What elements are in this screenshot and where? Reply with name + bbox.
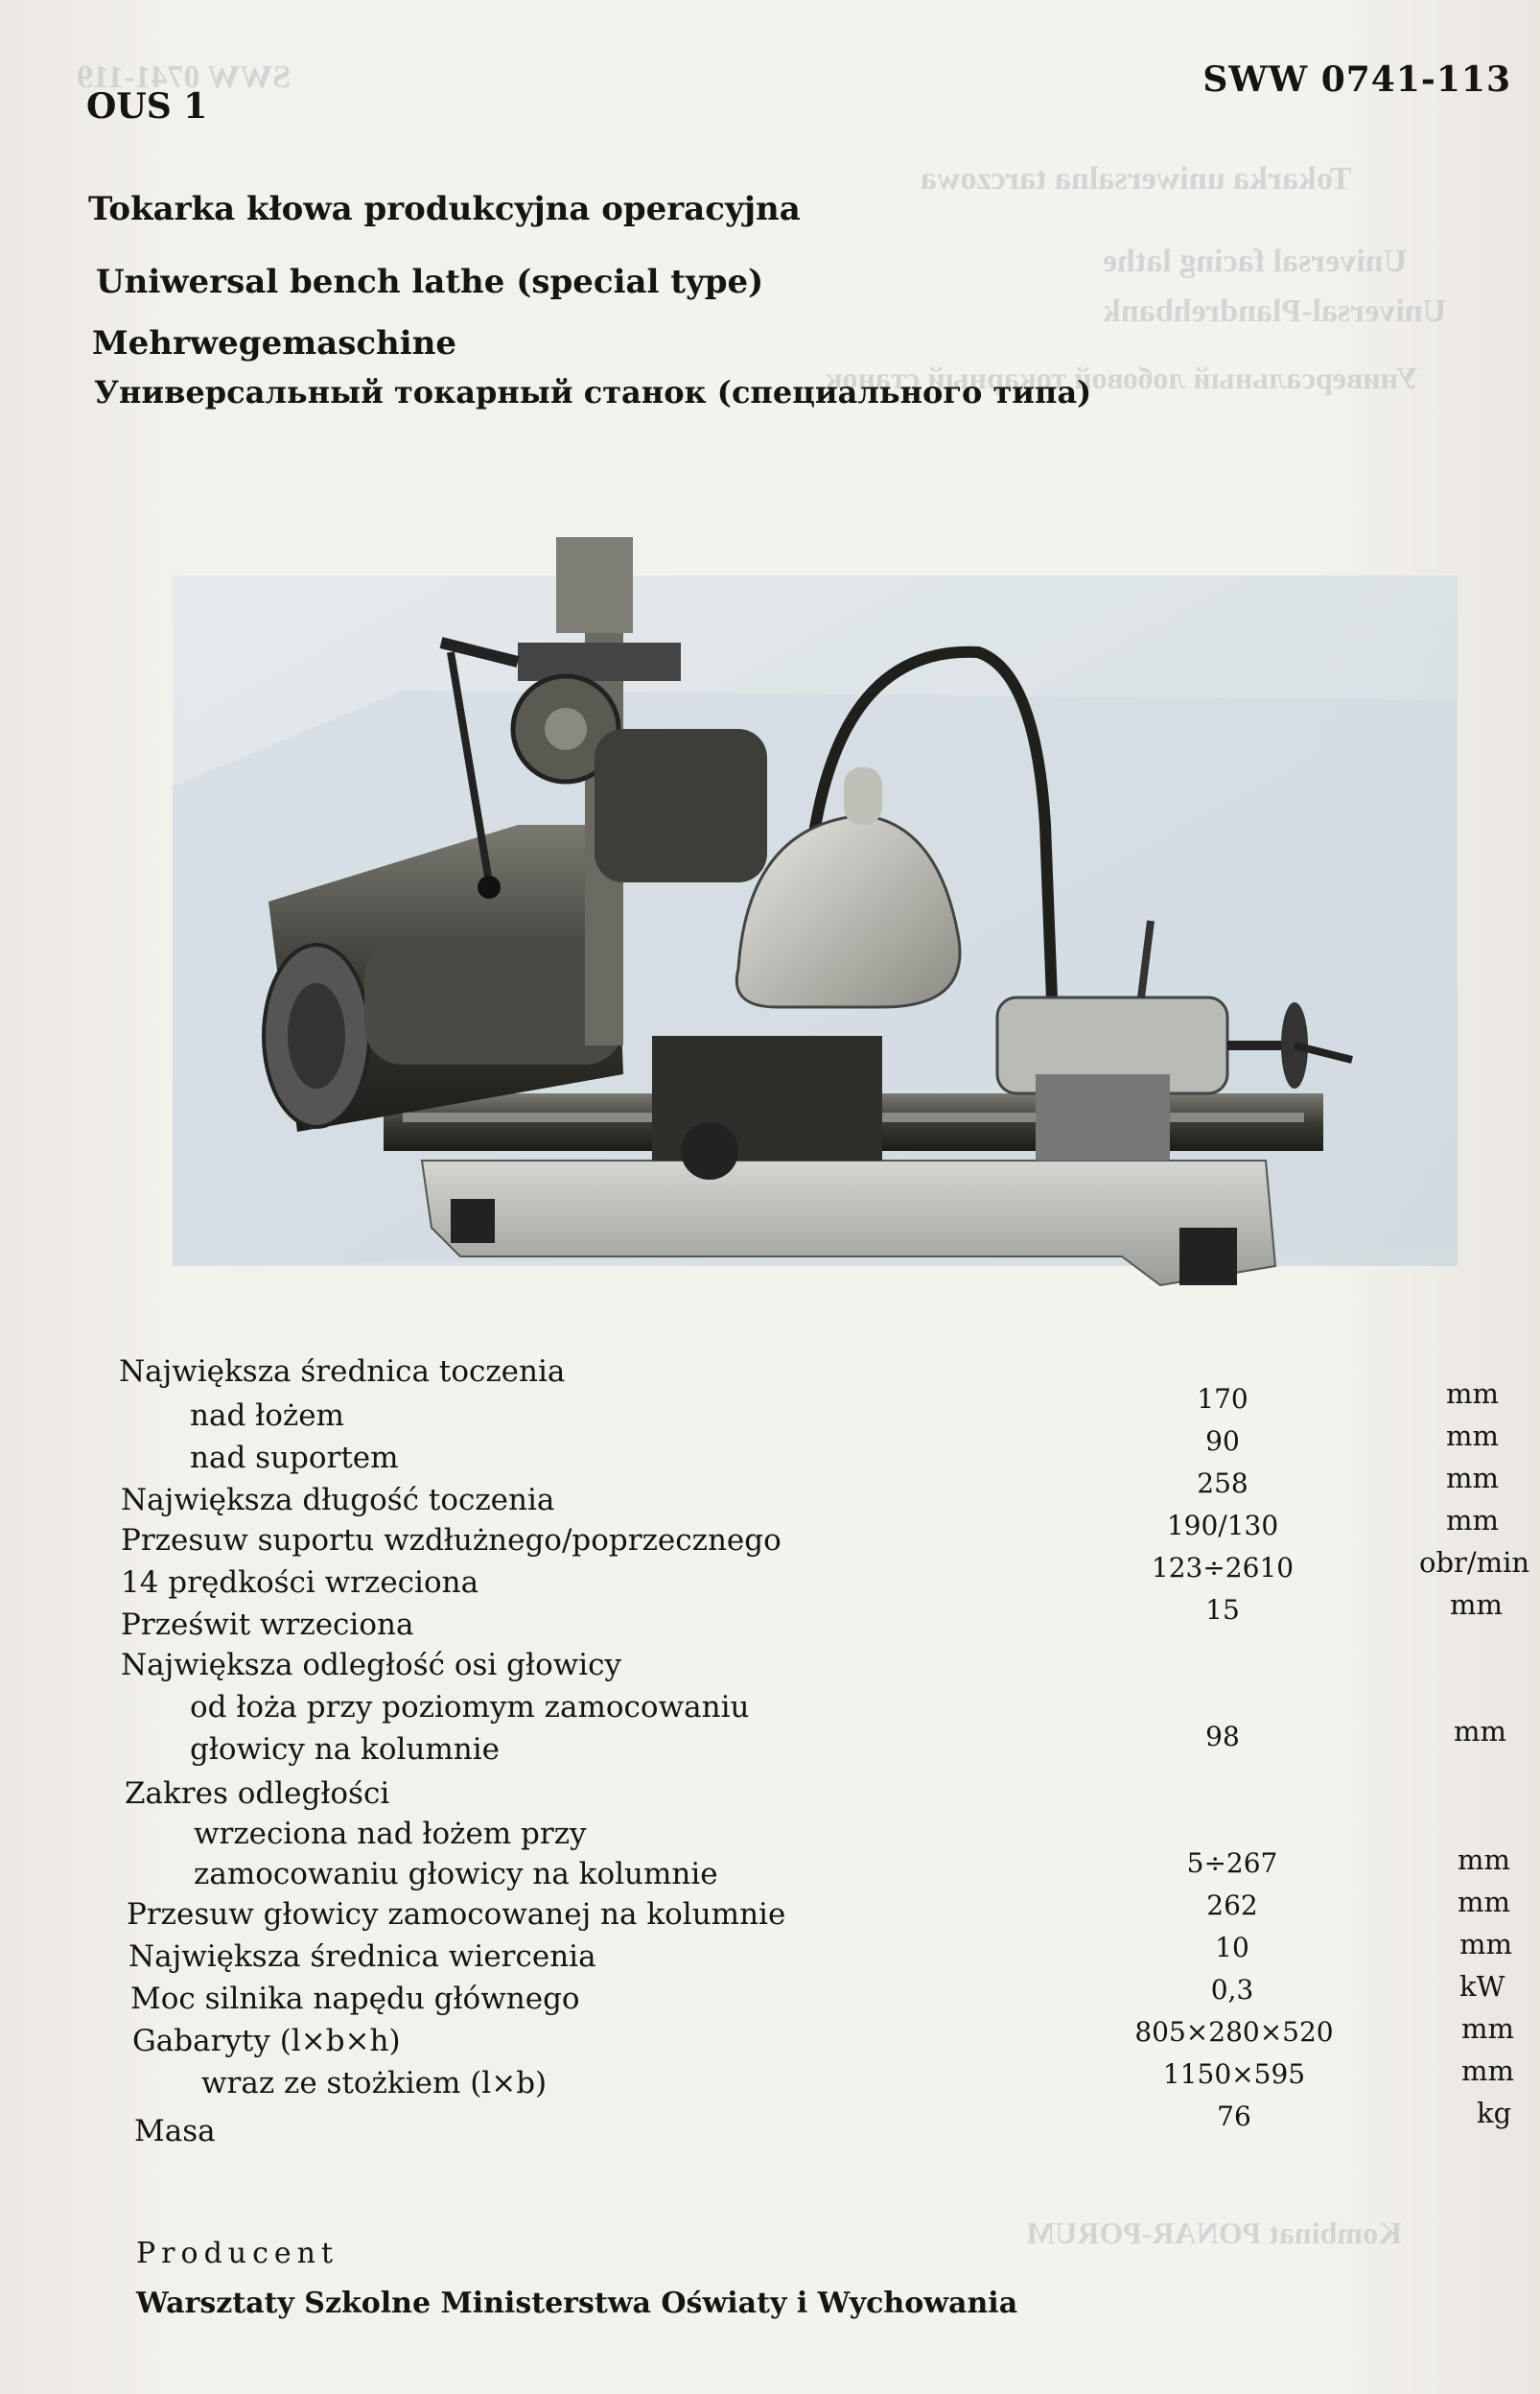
spec-value: 805×280×520 [1134,2016,1334,2048]
spec-value: 10 [1215,1932,1249,1963]
spec-unit: mm [1461,2054,1514,2087]
spec-unit: mm [1446,1420,1499,1452]
spec-label: Prześwit wrzeciona [121,1608,414,1642]
catalog-code: OUS 1 [86,86,208,127]
spec-unit: mm [1446,1504,1499,1537]
spec-value: 0,3 [1210,1974,1254,2006]
spec-label: Największa długość toczenia [121,1483,555,1517]
spec-unit: mm [1461,2012,1514,2045]
spec-label: Moc silnika napędu głównego [130,1982,580,2016]
show-through-line-1: Tokarka uniwersalna tarczowa [921,161,1352,197]
spec-value: 123÷2610 [1151,1552,1295,1584]
spec-label: Zakres odległości [125,1776,390,1811]
spec-label: nad suportem [190,1441,399,1475]
spec-unit: obr/min [1419,1546,1530,1579]
title-russian: Универсальный токарный станок (специального типа) [94,374,1092,411]
producer-name: Warsztaty Szkolne Ministerstwa Oświaty i Wychowania [136,2287,1018,2320]
spec-label: Największa średnica toczenia [119,1354,566,1389]
spec-label: Przesuw suportu wzdłużnego/poprzecznego [121,1523,782,1558]
spec-value: 262 [1206,1889,1258,1921]
machine-base [422,1161,1275,1285]
head-arm [518,643,681,681]
spec-value: 170 [1197,1383,1248,1415]
spec-label: Największa odległość osi głowicy [121,1648,622,1682]
spec-unit: mm [1458,1886,1510,1918]
spec-unit: mm [1446,1377,1499,1410]
spec-value: 76 [1217,2101,1251,2132]
show-through-line-4: Универсальный лобовой токарный станок [825,361,1418,395]
show-through-line-5: Kombinat PONAR-PORUM [1026,2216,1402,2250]
show-through-line-3: Universal-Plandrehbank [1103,293,1447,329]
spec-label: od łoża przy poziomym zamocowaniu [190,1690,750,1725]
spec-label: głowicy na kolumnie [190,1732,500,1767]
spec-unit: kg [1477,2097,1512,2129]
standard-code: SWW 0741-113 [1202,59,1511,100]
spec-label: wraz ze stożkiem (l×b) [201,2066,548,2101]
spec-label: Największa średnica wiercenia [128,1939,596,1974]
producer-label: Producent [136,2237,339,2270]
spec-value: 90 [1205,1425,1240,1457]
title-polish: Tokarka kłowa produkcyjna operacyjna [88,190,801,228]
show-through-code: SWW 0741-119 [77,59,292,95]
spec-unit: mm [1446,1462,1499,1494]
spec-value: 5÷267 [1186,1847,1278,1879]
spec-value: 98 [1205,1721,1240,1752]
spec-unit: kW [1459,1970,1505,2003]
spec-unit: mm [1459,1928,1512,1960]
spec-value: 15 [1205,1594,1240,1626]
spec-unit: mm [1450,1588,1503,1621]
spec-label: Gabaryty (l×b×h) [132,2024,401,2058]
title-english: Uniwersal bench lathe (special type) [96,263,764,301]
spec-label: nad łożem [190,1398,344,1433]
show-through-line-2: Universal facing lathe [1103,244,1408,279]
spec-label: Masa [134,2114,216,2148]
spec-label: Przesuw głowicy zamocowanej na kolumnie [127,1897,786,1932]
spec-label: zamocowaniu głowicy na kolumnie [194,1857,718,1891]
spec-unit: mm [1454,1715,1506,1748]
motor [364,940,623,1065]
spec-label: wrzeciona nad łożem przy [194,1817,587,1851]
spec-unit: mm [1458,1843,1510,1876]
spec-value: 1150×595 [1162,2058,1306,2090]
spec-label: 14 prędkości wrzeciona [121,1565,479,1600]
machine-photo [173,537,1458,1304]
spec-value: 258 [1197,1467,1248,1499]
spec-value: 190/130 [1166,1510,1279,1541]
title-german: Mehrwegemaschine [92,324,457,363]
